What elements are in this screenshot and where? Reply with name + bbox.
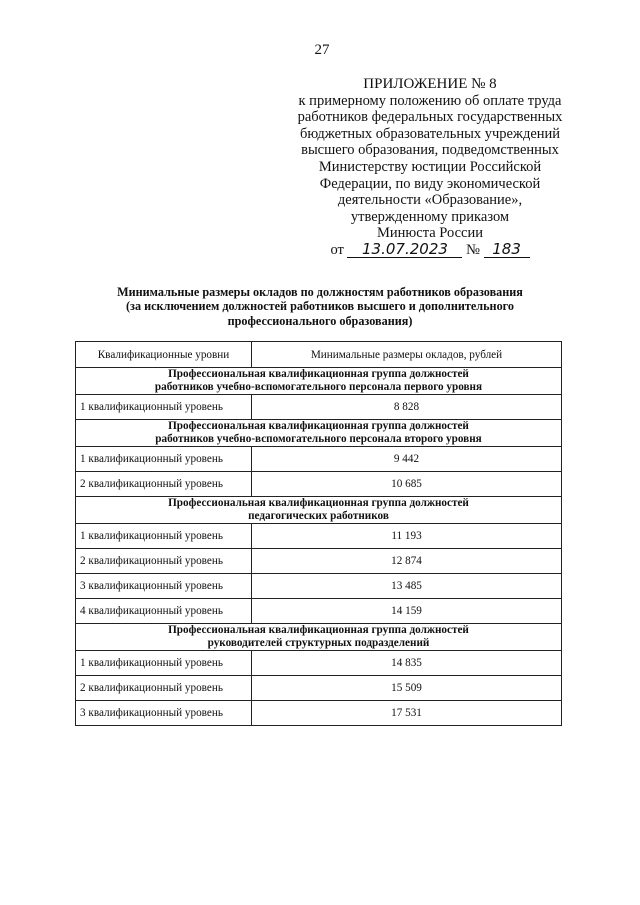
table-row <box>76 395 562 420</box>
group-title-line: Профессиональная квалификационная группа должностей <box>168 624 469 636</box>
salary-cell: 11 193 <box>252 524 562 549</box>
group-title-line: Профессиональная квалификационная группа должностей <box>168 497 469 509</box>
table-row <box>76 524 562 549</box>
salary-cell: 8 828 <box>252 395 562 420</box>
number-prefix: № <box>466 241 480 258</box>
group-title <box>76 368 562 395</box>
appendix-line: утвержденному приказом <box>350 208 510 225</box>
group-header-row <box>76 368 562 395</box>
table-row <box>76 447 562 472</box>
salary-cell: 14 835 <box>252 651 562 676</box>
group-title <box>76 420 562 447</box>
level-cell: 3 квалификационный уровень <box>76 701 252 726</box>
group-title-line: работников учебно-вспомогательного персонала второго уровня <box>155 433 482 445</box>
level-cell: 1 квалификационный уровень <box>76 395 252 420</box>
heading-line: (за исключением должностей работников высшего и дополнительного <box>126 299 514 314</box>
salary-cell: 15 509 <box>252 676 562 701</box>
handwritten-date: 13.07.2023 <box>347 242 462 258</box>
table-row <box>76 651 562 676</box>
group-title-line: работников учебно-вспомогательного персонала первого уровня <box>154 381 483 393</box>
appendix-line: Минюста России <box>377 225 483 242</box>
salary-cell: 10 685 <box>252 472 562 497</box>
table-row <box>76 549 562 574</box>
heading-line: профессионального образования) <box>227 313 413 328</box>
table-row <box>76 676 562 701</box>
column-header-salary: Минимальные размеры окладов, рублей <box>252 342 562 368</box>
appendix-line: Министерству юстиции Российской <box>318 158 542 175</box>
salary-cell: 12 874 <box>252 549 562 574</box>
handwritten-number: 183 <box>484 242 530 258</box>
appendix-line: высшего образования, подведомственных <box>301 142 559 159</box>
group-header-row <box>76 624 562 651</box>
group-title-line: руководителей структурных подразделений <box>207 637 430 649</box>
table-heading <box>80 285 560 328</box>
page-number: 27 <box>314 42 330 58</box>
column-header-levels: Квалификационные уровни <box>76 342 252 368</box>
group-header-row <box>76 497 562 524</box>
heading-line: Минимальные размеры окладов по должностям работников образования <box>117 285 523 299</box>
salary-cell: 9 442 <box>252 447 562 472</box>
group-title-line: Профессиональная квалификационная группа должностей <box>168 368 469 380</box>
salary-table <box>75 341 562 726</box>
level-cell: 1 квалификационный уровень <box>76 447 252 472</box>
order-date-number <box>330 239 529 259</box>
table-row <box>76 574 562 599</box>
level-cell: 2 квалификационный уровень <box>76 676 252 701</box>
appendix-line: Федерации, по виду экономической <box>319 175 541 192</box>
salary-cell: 13 485 <box>252 574 562 599</box>
level-cell: 1 квалификационный уровень <box>76 524 252 549</box>
level-cell: 2 квалификационный уровень <box>76 472 252 497</box>
table-row <box>76 599 562 624</box>
salary-cell: 14 159 <box>252 599 562 624</box>
appendix-title: ПРИЛОЖЕНИЕ № 8 <box>363 76 497 92</box>
group-title-line: Профессиональная квалификационная группа должностей <box>168 420 469 432</box>
appendix-block <box>280 76 580 259</box>
table-row <box>76 701 562 726</box>
salary-cell: 17 531 <box>252 701 562 726</box>
table-header-row <box>76 342 562 368</box>
table-row <box>76 472 562 497</box>
appendix-line: деятельности «Образование», <box>337 192 523 209</box>
date-prefix: от <box>330 241 344 258</box>
appendix-line: к примерному положению об оплате труда <box>298 92 562 109</box>
appendix-line: бюджетных образовательных учреждений <box>299 125 561 142</box>
group-title <box>76 624 562 651</box>
level-cell: 2 квалификационный уровень <box>76 549 252 574</box>
group-header-row <box>76 420 562 447</box>
group-title <box>76 497 562 524</box>
level-cell: 1 квалификационный уровень <box>76 651 252 676</box>
level-cell: 4 квалификационный уровень <box>76 599 252 624</box>
appendix-line: работников федеральных государственных <box>297 109 563 126</box>
group-title-line: педагогических работников <box>248 510 389 522</box>
level-cell: 3 квалификационный уровень <box>76 574 252 599</box>
